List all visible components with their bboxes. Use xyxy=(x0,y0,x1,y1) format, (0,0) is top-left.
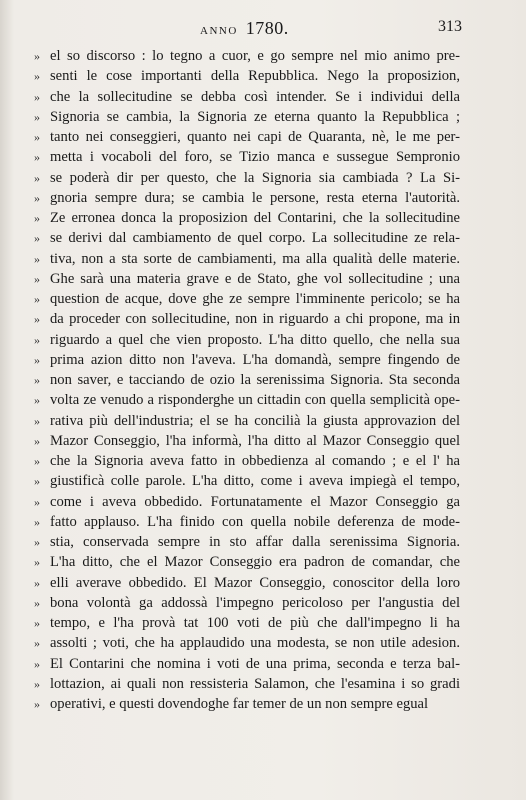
quotation-mark: » xyxy=(34,636,40,651)
text-line xyxy=(34,656,460,676)
quotation-mark: » xyxy=(34,595,40,610)
line-text: volta ze venudo a risponderghe un cittadin con quella semplicità ope- xyxy=(50,392,460,409)
text-line xyxy=(34,554,460,574)
text-line xyxy=(34,575,460,595)
text-line xyxy=(34,696,460,716)
quotation-mark: » xyxy=(34,393,40,408)
quotation-mark: » xyxy=(34,170,40,185)
line-text: El Contarini che nomina i voti de una prima, seconda e terza bal- xyxy=(50,655,460,672)
text-line xyxy=(34,453,460,473)
text-line xyxy=(34,392,460,412)
text-line xyxy=(34,271,460,291)
text-line xyxy=(34,230,460,250)
line-text: Ze erronea donca la proposizion del Contarini, che la sollecitudine xyxy=(50,210,460,226)
running-head-year: 1780. xyxy=(245,18,289,38)
text-line xyxy=(34,149,460,169)
quotation-mark: » xyxy=(34,49,40,63)
line-text: tanto nei conseggieri, quanto nei capi de Quaranta, nè, le me per- xyxy=(50,129,460,145)
text-line xyxy=(34,494,460,514)
text-line xyxy=(34,291,460,311)
text-line xyxy=(34,372,460,392)
text-line xyxy=(34,170,460,190)
quotation-mark: » xyxy=(34,433,40,448)
line-text: che la Signoria aveva fatto in obbedienza al comando ; e el l' ha xyxy=(50,453,460,469)
quotation-mark: » xyxy=(34,373,40,387)
line-text: se derivi dal cambiamento de quel corpo. La sollecitudine ze rela- xyxy=(50,230,460,247)
line-text: el so discorso : lo tegno a cuor, e go sempre nel mio animo pre- xyxy=(50,48,460,64)
line-text: lottazion, ai quali non ressisteria Salamon, che l'esamina i so gradi xyxy=(50,675,460,692)
quotation-mark: » xyxy=(34,352,40,367)
quotation-mark: » xyxy=(34,535,40,549)
line-text: assolti ; voti, che ha applaudido una modesta, se non utile adesion. xyxy=(50,635,460,652)
text-line xyxy=(34,210,460,230)
text-line xyxy=(34,534,460,554)
quotation-mark: » xyxy=(34,474,40,489)
quotation-mark: » xyxy=(34,676,40,691)
quotation-mark: » xyxy=(34,150,40,165)
page-number: 313 xyxy=(438,18,462,35)
line-text: come i aveva obbedido. Fortunatamente el Mazor Conseggio ga xyxy=(50,493,460,510)
quotation-mark: » xyxy=(34,211,40,225)
line-text: Ghe sarà una materia grave e de Stato, ghe vol sollecitudine ; una xyxy=(50,270,460,287)
line-text: rativa più dell'industria; el se ha concilià la giusta approvazion del xyxy=(50,412,460,429)
text-line xyxy=(34,413,460,433)
line-text: Mazor Conseggio, l'ha informà, l'ha ditto al Mazor Conseggio quel xyxy=(50,432,460,449)
quotation-mark: » xyxy=(34,616,40,630)
line-text: metta i vocaboli del foro, se Tizio manca e sussegue Sempronio xyxy=(50,149,460,166)
line-text: tiva, non a sta sorte de cambiamenti, ma alla qualità delle materie. xyxy=(50,250,460,267)
quotation-mark: » xyxy=(34,130,40,144)
text-line xyxy=(34,352,460,372)
quotation-mark: » xyxy=(34,271,40,286)
line-text: riguardo a quel che vien proposto. L'ha ditto quello, che nella sua xyxy=(50,331,460,348)
line-text: stia, conservada sempre in sto affar dalla serenissima Signoria. xyxy=(50,534,460,550)
quotation-mark: » xyxy=(34,251,40,266)
line-text: non saver, e tacciando de ozio la serenissima Signoria. Sta seconda xyxy=(50,372,460,388)
line-text: bona volontà ga addossà l'impegno pericoloso per l'angustia del xyxy=(50,594,460,611)
quotation-mark: » xyxy=(34,292,40,306)
quotation-mark: » xyxy=(34,494,40,509)
page-header xyxy=(0,16,526,42)
text-line xyxy=(34,190,460,210)
quotation-mark: » xyxy=(34,697,40,711)
quotation-mark: » xyxy=(34,312,40,327)
text-line xyxy=(34,635,460,655)
quotation-mark: » xyxy=(34,69,40,84)
quotation-mark: » xyxy=(34,575,40,590)
quotation-mark: » xyxy=(34,89,40,104)
line-text: question de acque, dove ghe ze sempre l'imminente pericolo; se ha xyxy=(50,291,460,307)
line-text: senti le cose importanti della Repubblica. Nego la proposizion, xyxy=(50,68,460,85)
text-line xyxy=(34,68,460,88)
line-text: se poderà dir per questo, che la Signoria sia cambiada ? La Si- xyxy=(50,169,460,186)
text-line xyxy=(34,615,460,635)
quotation-mark: » xyxy=(34,190,40,205)
text-line xyxy=(34,514,460,534)
text-line xyxy=(34,89,460,109)
line-text: fatto applauso. L'ha finido con quella nobile deferenza de mode- xyxy=(50,513,460,530)
text-line xyxy=(34,473,460,493)
quotation-mark: » xyxy=(34,555,40,570)
line-text: giustificà colle parole. L'ha ditto, come i aveva impiegà el tempo, xyxy=(50,473,460,490)
line-text: prima azion ditto non l'aveva. L'ha domandà, sempre fingendo de xyxy=(50,351,460,368)
quotation-mark: » xyxy=(34,413,40,428)
quotation-mark: » xyxy=(34,454,40,468)
line-text: Signoria se cambia, la Signoria ze eterna quanto la Repubblica ; xyxy=(50,108,460,125)
quotation-mark: » xyxy=(34,656,40,671)
line-text: che la sollecitudine se debba così intender. Se i individui della xyxy=(50,88,460,105)
line-text: L'ha ditto, che el Mazor Conseggio era padron de comandar, che xyxy=(50,554,460,571)
text-line xyxy=(34,595,460,615)
text-line xyxy=(34,332,460,352)
text-line xyxy=(34,311,460,331)
line-text: elli averave obbedido. El Mazor Conseggio, conoscitor della loro xyxy=(50,574,460,591)
line-text: tempo, e l'ha provà tat 100 voti de più che dall'impegno li ha xyxy=(50,615,460,631)
text-line xyxy=(34,676,460,696)
body-text xyxy=(34,48,460,716)
running-head xyxy=(200,18,289,39)
text-line xyxy=(34,433,460,453)
line-text: gnoria sempre dura; se cambia le persone, resta eterna l'autorità. xyxy=(50,189,460,206)
quotation-mark: » xyxy=(34,332,40,347)
text-line xyxy=(34,129,460,149)
text-line xyxy=(34,251,460,271)
quotation-mark: » xyxy=(34,109,40,124)
running-head-label: ANNO xyxy=(200,25,238,37)
text-line xyxy=(34,48,460,68)
line-text: da proceder con sollecitudine, non in riguardo a chi propone, ma in xyxy=(50,311,460,328)
quotation-mark: » xyxy=(34,231,40,246)
quotation-mark: » xyxy=(34,514,40,529)
line-text: operativi, e questi dovendoghe far temer de un non sempre egual xyxy=(50,696,429,712)
text-line xyxy=(34,109,460,129)
